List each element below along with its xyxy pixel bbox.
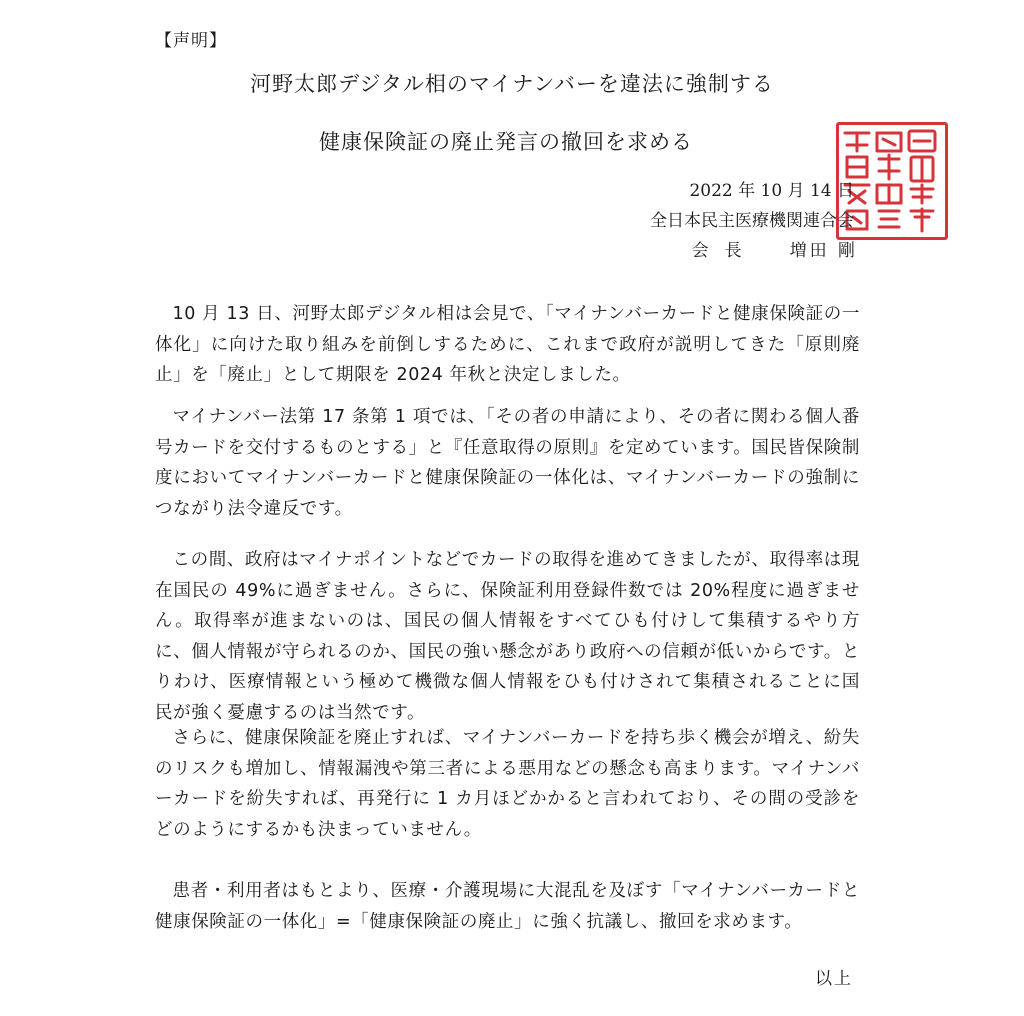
title-line-1: 河野太郎デジタル相のマイナンバーを違法に強制する (250, 72, 774, 96)
rep-name: 増田 剛 (789, 241, 858, 261)
document-date: 2022 年 10 月 14 日 (689, 181, 854, 201)
paragraph-2-block (155, 402, 860, 524)
organization-name: 全日本民主医療機関連合会 (650, 211, 854, 231)
paragraph-4-block (155, 723, 860, 845)
paragraph-5-block (155, 876, 860, 937)
title-line-2: 健康保険証の廃止発言の撤回を求める (319, 130, 693, 154)
paragraph: 患者・利用者はもとより、医療・介護現場に大混乱を及ぼす「マイナンバーカードと健康保険証の一体化」=「健康保険証の廃止」に強く抗議し、撤回を求めます。 (155, 881, 860, 932)
paragraph: マイナンバー法第 17 条第 1 項では、「その者の申請により、その者に関わる個人番号カードを交付するものとする」と『任意取得の原則』を定めています。国民皆保険制度においてマイナンバーカードと健康保険証の一体化は、マイナンバーカードの強制につながり法令違反です。 (155, 407, 860, 519)
paragraph-1-block (155, 299, 860, 391)
paragraph-3-block (155, 545, 860, 728)
rep-title-1: 会 (691, 241, 709, 261)
closing-mark: 以上 (815, 969, 853, 989)
paragraph: この間、政府はマイナポイントなどでカードの取得を進めてきましたが、取得率は現在国民の 49%に過ぎません。さらに、保険証利用登録件数では 20%程度に過ぎません。取得率が進まないのは、国民の個人情報をすべてひも付けして集積するやり方に、個人情報が守られるのか、国民の強い懸念があり政府への信頼が低いからです。とりわけ、医療情報という極めて機微な個人情報をひも付けされて集積されることに国民が強く憂慮するのは当然です。 (155, 550, 860, 723)
document-label: 【声明】 (155, 31, 227, 51)
rep-title-2: 長 (724, 241, 742, 261)
representative (676, 236, 858, 261)
paragraph: 10 月 13 日、河野太郎デジタル相は会見で、「マイナンバーカードと健康保険証の一体化」に向けた取り組みを前倒しするために、これまで政府が説明してきた「原則廃止」を「廃止」として期限を 2024 年秋と決定しました。 (155, 304, 860, 385)
paragraph: さらに、健康保険証を廃止すれば、マイナンバーカードを持ち歩く機会が増え、紛失のリスクも増加し、情報漏洩や第三者による悪用などの懸念も高まります。マイナンバーカードを紛失すれば、再発行に 1 カ月ほどかかると言われており、その間の受診をどのようにするかも決まっていません。 (155, 728, 860, 840)
